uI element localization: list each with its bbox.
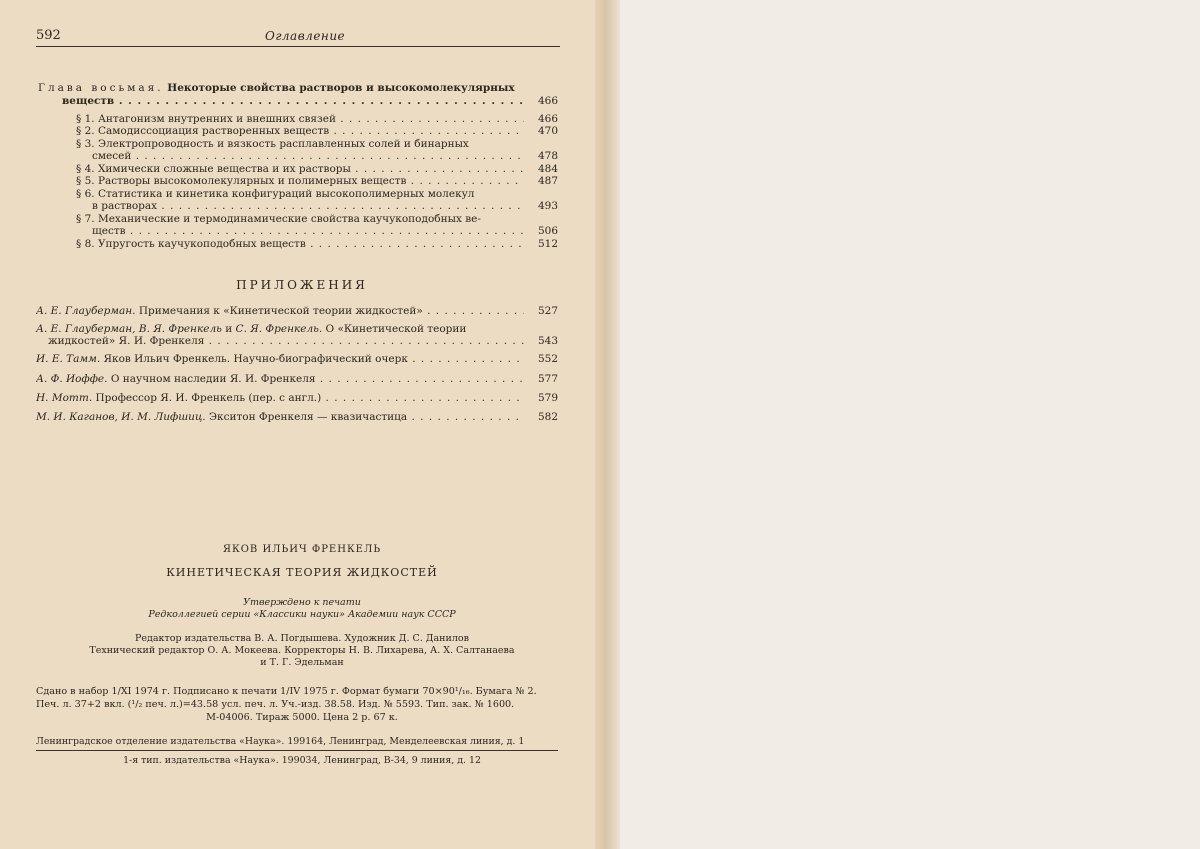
- section-title: Самодиссоциация растворенных веществ: [97, 125, 330, 137]
- page-number: 592: [36, 28, 61, 43]
- appendix-item: [36, 411, 558, 423]
- toc-section: [76, 188, 474, 200]
- section-title-cont: смесей . . .: [92, 150, 524, 162]
- appendix-page: 527: [537, 305, 558, 317]
- appendix-item: [36, 353, 558, 365]
- section-title: Статистика и кинетика конфигураций высокополимерных молекул: [97, 188, 475, 200]
- appendix-title: Профессор Я. И. Френкель (пер. с англ.): [95, 392, 322, 404]
- imprint-tech-editor-cont: и Т. Г. Эдельман: [260, 657, 344, 668]
- section-title: Механические и термодинамические свойства каучукоподобных ве-: [97, 213, 481, 225]
- section-page: 484: [537, 163, 558, 175]
- appendix-title: О «Кинетической теории: [322, 323, 467, 335]
- toc-section: [76, 213, 481, 225]
- appendix-item: [36, 305, 558, 317]
- section-title-cont: в растворах . . .: [92, 200, 524, 212]
- appendix-item: [36, 392, 558, 404]
- chapter-title: Некоторые свойства растворов и высокомолекулярных: [167, 82, 515, 94]
- appendix-page: 579: [537, 392, 558, 404]
- section-page: 466: [537, 113, 558, 125]
- section-page: 470: [537, 125, 558, 137]
- imprint-tech-editor: Технический редактор О. А. Мокеева. Корректоры Н. В. Лихарева, А. Х. Салтанаева: [89, 645, 515, 656]
- appendix-page: 552: [537, 353, 558, 365]
- imprint-print-data: Печ. л. 37+2 вкл. (¹/₂ печ. л.)=43.58 усл. печ. л. Уч.-изд. 38.58. Изд. № 5593. Тип. зак. № 1600.: [36, 699, 515, 710]
- imprint-approved-by: Редколлегией серии «Классики науки» Академии наук СССР: [148, 609, 456, 620]
- toc-section: [76, 113, 558, 125]
- section-number: § 5.: [76, 175, 95, 187]
- section-page: 512: [537, 238, 558, 250]
- section-number: § 4.: [76, 163, 95, 175]
- appendix-title-cont: жидкостей» Я. И. Френкеля . . .: [48, 335, 524, 347]
- imprint-print-data: М-04006. Тираж 5000. Цена 2 р. 67 к.: [206, 712, 398, 723]
- header-rule: [36, 46, 560, 47]
- appendix-author: А. Е. Глауберман.: [36, 305, 136, 317]
- imprint-printer: 1-я тип. издательства «Наука». 199034, Ленинград, В-34, 9 линия, д. 12: [123, 755, 481, 766]
- chapter-label: Глава восьмая.: [38, 82, 164, 94]
- toc-section: [76, 138, 469, 150]
- appendices-heading: ПРИЛОЖЕНИЯ: [236, 278, 368, 292]
- right-blank-page: [620, 0, 1200, 849]
- section-title: Упругость каучукоподобных веществ: [97, 238, 306, 250]
- appendix-author: А. Ф. Иоффе.: [36, 373, 108, 385]
- imprint-book-title: КИНЕТИЧЕСКАЯ ТЕОРИЯ ЖИДКОСТЕЙ: [166, 566, 438, 579]
- running-header: Оглавление: [265, 29, 346, 43]
- chapter-title-row: [62, 95, 558, 107]
- toc-section: [76, 238, 558, 250]
- section-page: 506: [537, 225, 558, 237]
- chapter-heading: [38, 82, 558, 94]
- appendix-author: Н. Мотт.: [36, 392, 93, 404]
- appendix-page: 582: [537, 411, 558, 423]
- imprint-approved: Утверждено к печати: [243, 597, 361, 608]
- appendix-item-cont: [48, 335, 558, 347]
- toc-section-cont: [92, 150, 558, 162]
- section-title-cont: ществ . . .: [92, 225, 524, 237]
- appendix-title: Экситон Френкеля — квазичастица: [208, 411, 408, 423]
- appendix-page: 543: [537, 335, 558, 347]
- imprint-rule: [36, 750, 558, 751]
- section-page: 487: [537, 175, 558, 187]
- toc-section: [76, 125, 558, 137]
- appendix-page: 577: [537, 373, 558, 385]
- appendix-author: М. И. Каганов, И. М. Лифшиц.: [36, 411, 206, 423]
- imprint-author: ЯКОВ ИЛЬИЧ ФРЕНКЕЛЬ: [222, 544, 382, 555]
- imprint-publisher: Ленинградское отделение издательства «Наука». 199164, Ленинград, Менделеевская линия, д. 1: [36, 736, 525, 747]
- section-number: § 2.: [76, 125, 95, 137]
- toc-section: [76, 163, 558, 175]
- toc-section-cont: [92, 200, 558, 212]
- appendix-title: Яков Ильич Френкель. Научно-биографический очерк: [103, 353, 408, 365]
- appendix-item: [36, 373, 558, 385]
- section-page: 478: [537, 150, 558, 162]
- appendix-item: [36, 323, 466, 335]
- section-title: Антагонизм внутренних и внешних связей: [97, 113, 336, 125]
- toc-section-cont: [92, 225, 558, 237]
- imprint-print-data: Сдано в набор 1/XI 1974 г. Подписано к печати 1/IV 1975 г. Формат бумаги 70×90¹/₁₆. Бумага № 2.: [36, 686, 537, 697]
- appendix-title: О научном наследии Я. И. Френкеля: [110, 373, 316, 385]
- appendix-author: И. Е. Тамм.: [36, 353, 101, 365]
- appendix-title: Примечания к «Кинетической теории жидкостей»: [138, 305, 423, 317]
- section-number: § 1.: [76, 113, 95, 125]
- appendix-conj: и: [221, 323, 236, 335]
- section-page: 493: [537, 200, 558, 212]
- section-number: § 8.: [76, 238, 95, 250]
- section-title: Химически сложные вещества и их растворы: [97, 163, 351, 175]
- chapter-title-cont: веществ . . .: [62, 95, 524, 107]
- section-title: Растворы высокомолекулярных и полимерных веществ: [97, 175, 407, 187]
- imprint-editor: Редактор издательства В. А. Погдышева. Художник Д. С. Данилов: [135, 633, 469, 644]
- section-title: Электропроводность и вязкость расплавленных солей и бинарных: [97, 138, 469, 150]
- toc-section: [76, 175, 558, 187]
- section-number: § 7.: [76, 213, 95, 225]
- chapter-page: 466: [537, 95, 558, 107]
- appendix-author: С. Я. Френкель.: [235, 323, 323, 335]
- section-number: § 6.: [76, 188, 95, 200]
- appendix-author: А. Е. Глауберман, В. Я. Френкель: [36, 323, 222, 335]
- section-number: § 3.: [76, 138, 95, 150]
